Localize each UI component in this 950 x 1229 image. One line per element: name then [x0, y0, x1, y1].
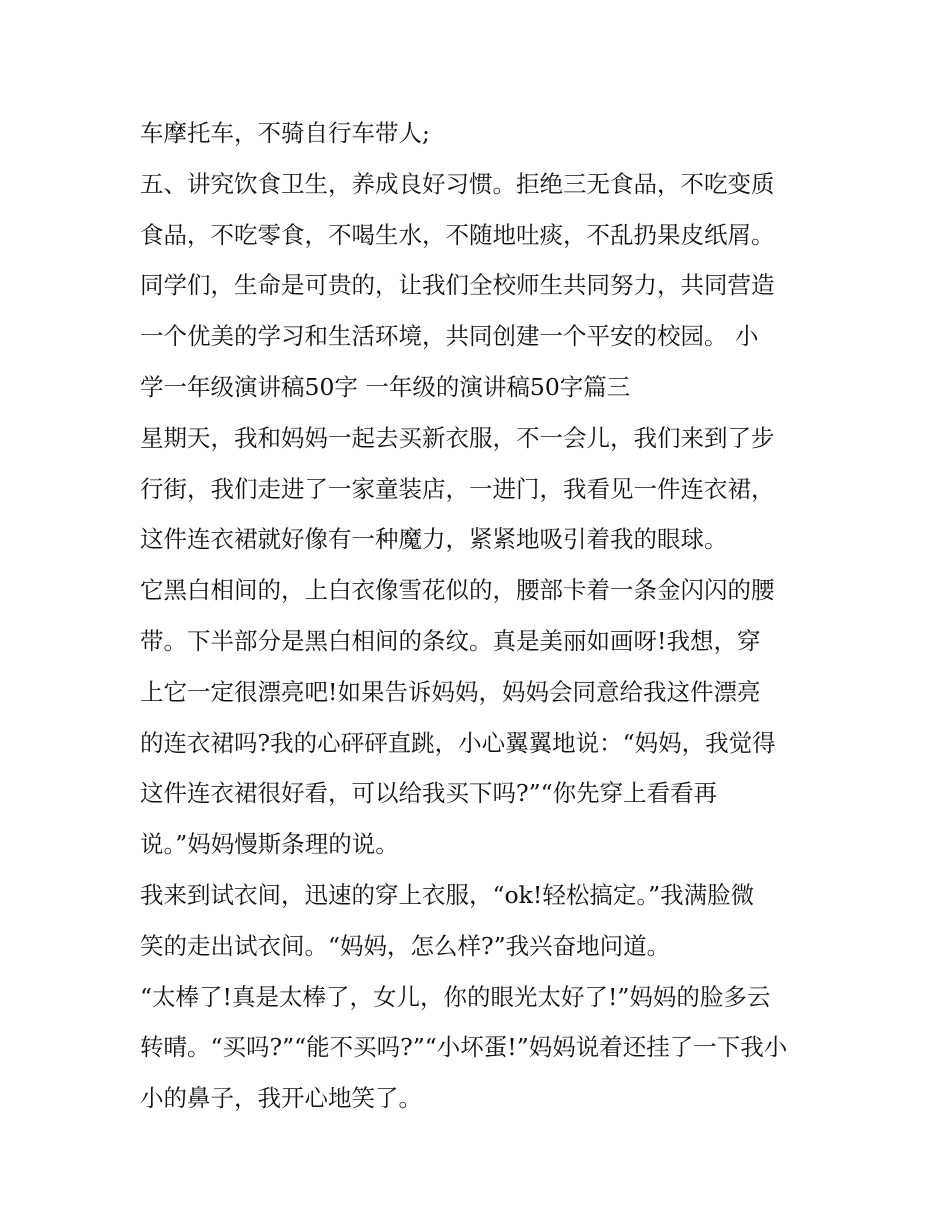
- text-line: 行街，我们走进了一家童装店，一进门，我看见一件连衣裙，: [140, 474, 775, 503]
- text-line: 一个优美的学习和生活环境，共同创建一个平安的校园。 小: [140, 322, 759, 351]
- text-line: 这件连衣裙很好看，可以给我买下吗?”“你先穿上看看再: [140, 779, 718, 808]
- text-line: 的连衣裙吗?我的心砰砰直跳，小心翼翼地说：“妈妈，我觉得: [140, 728, 776, 757]
- body-text: [140, 108, 830, 1124]
- text-line: 转晴。“买吗?”“能不买吗?”“小坏蛋!”妈妈说着还挂了一下我小: [140, 1033, 788, 1062]
- text-line: 小的鼻子，我开心地笑了。: [140, 1084, 422, 1113]
- text-line: 笑的走出试衣间。“妈妈，怎么样?”我兴奋地问道。: [140, 931, 671, 960]
- text-line: 食品，不吃零食，不喝生水，不随地吐痰，不乱扔果皮纸屑。: [140, 220, 775, 249]
- text-line: 同学们，生命是可贵的，让我们全校师生共同努力，共同营造: [140, 271, 775, 300]
- text-line: 带。下半部分是黑白相间的条纹。真是美丽如画呀!我想，穿: [140, 626, 761, 655]
- text-line: 车摩托车，不骑自行车带人;: [140, 119, 430, 147]
- text-line: 它黑白相间的，上白衣像雪花似的，腰部卡着一条金闪闪的腰: [140, 576, 775, 605]
- text-line: 上它一定很漂亮吧!如果告诉妈妈，妈妈会同意给我这件漂亮: [140, 677, 761, 706]
- text-line: “太棒了!真是太棒了，女儿，你的眼光太好了!”妈妈的脸多云: [140, 982, 771, 1011]
- text-line: 这件连衣裙就好像有一种魔力，紧紧地吸引着我的眼球。: [140, 525, 728, 554]
- section-heading: 学一年级演讲稿50字 一年级的演讲稿50字篇三: [140, 372, 631, 401]
- text-line: 星期天，我和妈妈一起去买新衣服，不一会儿，我们来到了步: [140, 423, 775, 452]
- text-line: 我来到试衣间，迅速的穿上衣服，“ok!轻松搞定。”我满脸微: [140, 880, 755, 909]
- text-line: 五、讲究饮食卫生，养成良好习惯。拒绝三无食品，不吃变质: [140, 169, 775, 198]
- text-line: 说。”妈妈慢斯条理的说。: [140, 830, 399, 859]
